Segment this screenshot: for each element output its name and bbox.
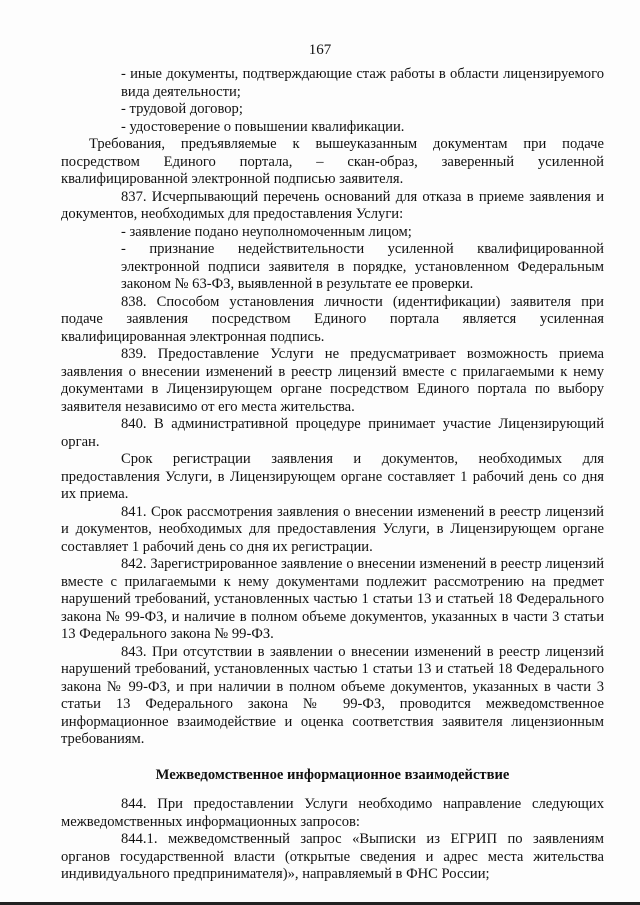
list-item-unauthorized-person: - заявление подано неуполномоченным лицом; (121, 223, 412, 240)
list-item-labor-contract: - трудовой договор; (121, 101, 243, 117)
list-item-invalid-signature: - признание недействительности усиленной квалифицированной электронной подписи заявителя в порядке, установленном Федеральным законом № 63-ФЗ, выявленной в результате ее проверки. (121, 241, 604, 292)
paragraph-844: 844. При предоставлении Услуги необходимо направление следующих межведомственных информационных запросов: (61, 796, 604, 830)
page-number: 167 (308, 42, 332, 58)
paragraph-839: 839. Предоставление Услуги не предусматривает возможность приема заявления о внесении изменений в реестр лицензий вместе с прилагаемыми к нему документами в Лицензирующем органе посредством Единого портала по выбору заявителя независимо от его места жительства. (61, 346, 604, 415)
paragraph-840: 840. В административной процедуре принимает участие Лицензирующий орган. (61, 416, 604, 450)
paragraph-registration-term: Срок регистрации заявления и документов, необходимых для предоставления Услуги, в Лицензирующем органе составляет 1 рабочий день со дня их приема. (61, 451, 604, 502)
list-item-qualification-certificate: - удостоверение о повышении квалификации. (121, 118, 405, 135)
paragraph-842: 842. Зарегистрированное заявление о внесении изменений в реестр лицензий вместе с прилагаемыми к нему документами подлежит рассмотрению на предмет нарушений требований, установленных частью 1 статьи 13 и статьей 18 Федерального закона № 99-ФЗ, и наличие в полном объеме документов, указанных в части 3 статьи 13 Федерального закона № 99-ФЗ. (61, 556, 604, 642)
list-item-other-documents: - иные документы, подтверждающие стаж работы в области лицензируемого вида деятельности; (121, 66, 604, 100)
paragraph-843: 843. При отсутствии в заявлении о внесении изменений в реестр лицензий нарушений требований, установленных частью 1 статьи 13 и статьей 18 Федерального закона № 99-ФЗ, и при наличии в полном объеме документов, указанных в части 3 статьи 13 Федерального закона № 99-ФЗ, проводится межведомственное информационное взаимодействие и оценка соответствия заявителя лицензионным требованиям. (61, 643, 604, 747)
document-body (61, 66, 604, 884)
section-heading: Межведомственное информационное взаимодействие (155, 766, 510, 783)
paragraph-requirements: Требования, предъявляемые к вышеуказанным документам при подаче посредством Единого портала, – скан-образ, заверенный усиленной квалифицированной электронной подписью заявителя. (61, 136, 604, 187)
paragraph-844-1: 844.1. межведомственный запрос «Выписки из ЕГРИП по заявлениям органов государственной власти (открытые сведения и адрес места жительства индивидуального предпринимателя)», направляемый в ФНС России; (61, 831, 604, 882)
paragraph-841: 841. Срок рассмотрения заявления о внесении изменений в реестр лицензий и документов, необходимых для предоставления Услуги, в Лицензирующем органе составляет 1 рабочий день со дня их регистрации. (61, 503, 604, 555)
paragraph-838: 838. Способом установления личности (идентификации) заявителя при подаче заявления посредством Единого портала является усиленная квалифицированная электронная подпись. (61, 293, 604, 345)
paragraph-837: 837. Исчерпывающий перечень оснований для отказа в приеме заявления и документов, необходимых для предоставления Услуги: (61, 188, 604, 222)
